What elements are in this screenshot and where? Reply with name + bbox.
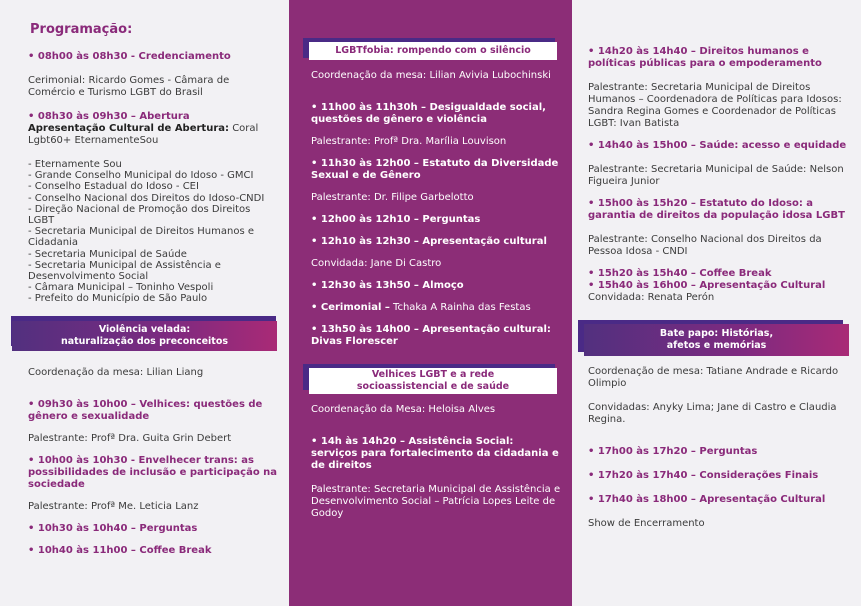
schedule-item: • 17h00 às 17h20 – Perguntas bbox=[588, 446, 758, 457]
box-line: socioassistencial e de saúde bbox=[356, 381, 510, 392]
schedule-item: • 15h40 às 16h00 – Apresentação Cultural bbox=[588, 280, 826, 291]
list-item: - Secretaria Municipal de Assistência e Desenvolvimento Social bbox=[28, 259, 221, 283]
speaker-text: Palestrante: Secretaria Municipal de Direitos Humanos – Coordenadora de Políticas para Idosos: Sandra Regina Gomes e Coordenador de Políticas LGBT: Ivan Batista bbox=[588, 82, 842, 129]
list-item: - Secretaria Municipal de Direitos Humanos e Cidadania bbox=[28, 226, 254, 249]
cerimonial-text: Cerimonial: Ricardo Gomes - Câmara de Comércio e Turismo LGBT do Brasil bbox=[28, 75, 230, 98]
coord-text: Coordenação da mesa: Lilian Liang bbox=[28, 366, 204, 378]
section-banner-batepapo bbox=[578, 320, 849, 356]
schedule-item: • 11h00 às 11h30h – Desigualdade social, questões de gênero e violência bbox=[311, 102, 546, 125]
schedule-item: • 09h30 às 10h00 – Velhices: questões de gênero e sexualidade bbox=[28, 398, 263, 422]
coord-text: Coordenação da Mesa: Heloisa Alves bbox=[311, 404, 496, 415]
box-title: LGBTfobia: rompendo com o silêncio bbox=[309, 42, 557, 60]
schedule-item: • 10h40 às 11h00 – Coffee Break bbox=[28, 544, 212, 556]
section-box-lgbtfobia bbox=[303, 38, 562, 60]
schedule-item: • 15h20 às 15h40 – Coffee Break bbox=[588, 268, 772, 279]
apresentacao-text bbox=[28, 123, 279, 147]
schedule-item: • 12h10 às 12h30 – Apresentação cultural bbox=[311, 236, 547, 247]
list-item: - Grande Conselho Municipal do Idoso - GMCI bbox=[28, 170, 254, 182]
guests-list bbox=[28, 159, 279, 305]
list-item: - Prefeito do Município de São Paulo bbox=[28, 293, 208, 305]
apresentacao-value: Coral Lgbt60+ EternamenteSou bbox=[28, 123, 259, 146]
list-item: - Conselho Estadual do Idoso - CEI bbox=[28, 181, 199, 193]
speaker-text: Palestrante: Profª Me. Leticia Lanz bbox=[28, 500, 199, 512]
banner-line: Bate papo: Histórias, bbox=[659, 328, 774, 339]
program-title: Programação: bbox=[30, 22, 133, 37]
schedule-item: • 17h40 às 18h00 – Apresentação Cultural bbox=[588, 494, 826, 505]
box-line: Velhices LGBT e a rede bbox=[371, 369, 495, 380]
schedule-item: • 13h50 às 14h00 – Apresentação cultural: Divas Florescer bbox=[311, 324, 551, 347]
list-item: - Direção Nacional de Promoção dos Direitos LGBT bbox=[28, 203, 251, 227]
section-box-velhices bbox=[303, 364, 562, 394]
schedule-item: • 12h30 às 13h50 – Almoço bbox=[311, 280, 464, 291]
schedule-item: • 08h00 às 08h30 - Credenciamento bbox=[28, 51, 231, 62]
list-item: - Secretaria Municipal de Saúde bbox=[28, 248, 187, 260]
cerimonial-value: Tchaka A Rainha das Festas bbox=[389, 302, 531, 313]
column-middle bbox=[289, 0, 572, 606]
banner-line: Violência velada: bbox=[98, 323, 191, 335]
schedule-item: • 10h00 às 10h30 - Envelhecer trans: as possibilidades de inclusão e participação na sociedade bbox=[28, 454, 278, 490]
guest-text: Convidada: Jane Di Castro bbox=[311, 258, 442, 269]
coord-text: Coordenação da mesa: Lilian Avivia Lubochinski bbox=[311, 70, 551, 81]
list-item: - Câmara Municipal – Toninho Vespoli bbox=[28, 282, 214, 294]
schedule-item: • 17h20 às 17h40 – Considerações Finais bbox=[588, 470, 819, 481]
schedule-item: • 15h00 às 15h20 – Estatuto do Idoso: a garantia de direitos da população idosa LGBT bbox=[588, 198, 845, 221]
banner-line: afetos e memórias bbox=[666, 340, 767, 351]
speaker-text: Palestrante: Secretaria Municipal de Assistência e Desenvolvimento Social – Patrícia Lopes Leite de Godoy bbox=[311, 484, 561, 519]
section-banner-violencia bbox=[12, 321, 279, 355]
guest-text: Convidada: Renata Perón bbox=[588, 292, 715, 303]
schedule-item: • 14h às 14h20 – Assistência Social: serviços para fortalecimento da cidadania e de direitos bbox=[311, 436, 559, 471]
schedule-item: • 12h00 às 12h10 – Perguntas bbox=[311, 214, 481, 225]
speaker-text: Palestrante: Profª Dra. Guita Grin Debert bbox=[28, 432, 232, 444]
guests-text: Convidadas: Anyky Lima; Jane di Castro e Claudia Regina. bbox=[588, 402, 837, 425]
schedule-item: • 14h40 às 15h00 – Saúde: acesso e equidade bbox=[588, 140, 847, 151]
speaker-text: Palestrante: Secretaria Municipal de Saúde: Nelson Figueira Junior bbox=[588, 164, 844, 187]
banner-line: naturalização dos preconceitos bbox=[60, 335, 229, 347]
column-right bbox=[572, 0, 861, 606]
speaker-text: Palestrante: Profª Dra. Marília Louvison bbox=[311, 136, 507, 147]
list-item: - Conselho Nacional dos Direitos do Idoso-CNDI bbox=[28, 192, 265, 204]
schedule-item: • 14h20 às 14h40 – Direitos humanos e políticas públicas para o empoderamento bbox=[588, 46, 822, 69]
schedule-item bbox=[311, 302, 562, 314]
speaker-text: Palestrante: Conselho Nacional dos Direitos da Pessoa Idosa - CNDI bbox=[588, 234, 822, 257]
cerimonial-label: • Cerimonial – bbox=[311, 302, 390, 313]
schedule-item: • 08h30 às 09h30 – Abertura bbox=[28, 111, 190, 122]
coord-text: Coordenação de mesa: Tatiane Andrade e Ricardo Olimpio bbox=[588, 366, 839, 389]
column-left bbox=[0, 0, 289, 606]
apresentacao-label: Apresentação Cultural de Abertura: bbox=[28, 123, 230, 134]
closing-text: Show de Encerramento bbox=[588, 518, 705, 529]
schedule-item: • 11h30 às 12h00 – Estatuto da Diversidade Sexual e de Gênero bbox=[311, 158, 559, 181]
schedule-item: • 10h30 às 10h40 – Perguntas bbox=[28, 522, 198, 534]
list-item: - Eternamente Sou bbox=[28, 159, 122, 170]
speaker-text: Palestrante: Dr. Filipe Garbelotto bbox=[311, 192, 474, 203]
